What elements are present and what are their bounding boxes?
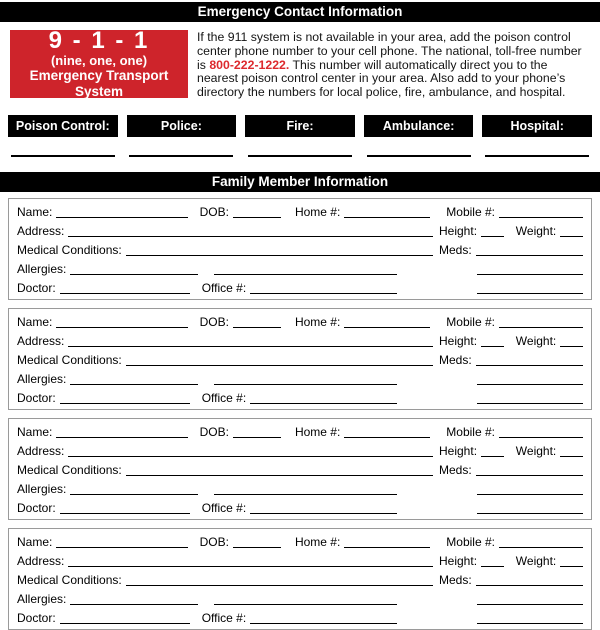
medical-conditions-label: Medical Conditions: (17, 572, 122, 587)
height-weight-group (433, 224, 583, 238)
dob-blank-line (233, 217, 281, 218)
medical-conditions-label: Medical Conditions: (17, 462, 122, 477)
doctor-row (17, 281, 583, 295)
allergies-blank-line (70, 604, 198, 605)
police-blank-line (129, 155, 233, 157)
allergies-label: Allergies: (17, 261, 67, 276)
dob-blank-line (233, 547, 281, 548)
height-label: Height: (439, 553, 478, 568)
allergies-row (17, 262, 583, 276)
doctor-row (17, 501, 583, 515)
doctor-label: Doctor: (17, 280, 56, 295)
doctor-blank-line (60, 293, 190, 294)
meds-continuation-group-2 (433, 293, 583, 295)
mobile-number-blank-line (499, 217, 583, 218)
family-member-block (8, 418, 592, 520)
allergies-continuation-blank-line (214, 384, 397, 385)
family-section-title: Family Member Information (211, 173, 389, 189)
name-label: Name: (17, 314, 53, 329)
height-blank-line (481, 236, 504, 237)
meds-continuation-group-1 (433, 384, 583, 386)
meds-blank-line (476, 255, 583, 256)
allergies-blank-line (70, 384, 198, 385)
name-row (17, 535, 583, 549)
height-blank-line (481, 346, 504, 347)
police-label: Police: (127, 115, 237, 137)
family-member-block (8, 528, 592, 630)
doctor-label: Doctor: (17, 390, 56, 405)
office-number-blank-line (250, 293, 397, 294)
fire-label: Fire: (245, 115, 355, 137)
hospital-label: Hospital: (482, 115, 592, 137)
address-row (17, 334, 583, 348)
name-label: Name: (17, 424, 53, 439)
meds-continuation-blank-line-1 (477, 494, 583, 495)
call-911-box (10, 27, 188, 99)
height-weight-group (433, 444, 583, 458)
mobile-number-blank-line (499, 547, 583, 548)
office-number-label: Office #: (201, 390, 247, 405)
ambulance-label: Ambulance: (364, 115, 474, 137)
allergies-continuation-blank-line (214, 494, 397, 495)
name-row (17, 205, 583, 219)
call-911-number: 9 - 1 - 1 (48, 27, 150, 54)
allergies-continuation-blank-line (214, 604, 397, 605)
weight-blank-line (560, 236, 583, 237)
weight-blank-line (560, 456, 583, 457)
poison-control-phone-number: 800-222-1222. (209, 57, 290, 72)
call-911-caption: Emergency Transport System (29, 68, 169, 99)
address-label: Address: (17, 443, 65, 458)
meds-blank-line (476, 475, 583, 476)
dob-label: DOB: (199, 424, 229, 439)
medical-conditions-blank-line (126, 475, 433, 476)
doctor-blank-line (60, 403, 190, 404)
meds-group (433, 243, 583, 257)
meds-continuation-blank-line-2 (477, 623, 583, 624)
intro-paragraph (197, 31, 590, 100)
height-weight-group (433, 334, 583, 348)
mobile-number-label: Mobile #: (446, 204, 495, 219)
mobile-number-label: Mobile #: (446, 534, 495, 549)
height-label: Height: (439, 333, 478, 348)
weight-label: Weight: (515, 223, 557, 238)
medical-conditions-blank-line (126, 255, 433, 256)
address-label: Address: (17, 223, 65, 238)
medical-conditions-label: Medical Conditions: (17, 352, 122, 367)
name-label: Name: (17, 534, 53, 549)
meds-continuation-blank-line-1 (477, 274, 583, 275)
office-number-label: Office #: (201, 500, 247, 515)
height-blank-line (481, 456, 504, 457)
office-number-blank-line (250, 513, 397, 514)
mobile-number-label: Mobile #: (446, 314, 495, 329)
office-number-label: Office #: (201, 610, 247, 625)
name-blank-line (56, 547, 187, 548)
emergency-section-header (0, 2, 600, 22)
home-number-blank-line (344, 437, 430, 438)
meds-group (433, 463, 583, 477)
name-label: Name: (17, 204, 53, 219)
address-row (17, 554, 583, 568)
allergies-label: Allergies: (17, 371, 67, 386)
family-member-block (8, 308, 592, 410)
medical-conditions-blank-line (126, 585, 433, 586)
name-row (17, 425, 583, 439)
doctor-label: Doctor: (17, 610, 56, 625)
meds-continuation-group-2 (433, 403, 583, 405)
meds-continuation-group-1 (433, 604, 583, 606)
doctor-row (17, 391, 583, 405)
allergies-label: Allergies: (17, 481, 67, 496)
mobile-number-label: Mobile #: (446, 424, 495, 439)
ambulance-blank-line (367, 155, 471, 157)
emergency-contact-blank-lines (8, 155, 592, 157)
meds-continuation-blank-line-2 (477, 403, 583, 404)
allergies-label: Allergies: (17, 591, 67, 606)
meds-continuation-group-1 (433, 274, 583, 276)
weight-label: Weight: (515, 333, 557, 348)
emergency-contact-labels (8, 115, 592, 137)
family-blocks-container (0, 198, 600, 630)
name-blank-line (56, 217, 187, 218)
meds-label: Meds: (439, 242, 472, 257)
allergies-blank-line (70, 494, 198, 495)
top-info-row (10, 27, 590, 100)
meds-blank-line (476, 365, 583, 366)
mobile-number-blank-line (499, 327, 583, 328)
allergies-row (17, 592, 583, 606)
meds-label: Meds: (439, 352, 472, 367)
address-label: Address: (17, 333, 65, 348)
doctor-blank-line (60, 513, 190, 514)
allergies-continuation-blank-line (214, 274, 397, 275)
intro-text-before: If the 911 system is not available in your area, add the poison control center phone number to your cell phone. The national, toll-free number is (197, 30, 582, 72)
office-number-label: Office #: (201, 280, 247, 295)
name-row (17, 315, 583, 329)
dob-label: DOB: (199, 314, 229, 329)
fire-blank-line (248, 155, 352, 157)
meds-blank-line (476, 585, 583, 586)
allergies-blank-line (70, 274, 198, 275)
meds-label: Meds: (439, 572, 472, 587)
home-number-label: Home #: (294, 424, 341, 439)
address-blank-line (68, 236, 433, 237)
meds-continuation-group-1 (433, 494, 583, 496)
height-label: Height: (439, 223, 478, 238)
home-number-label: Home #: (294, 314, 341, 329)
address-blank-line (68, 456, 433, 457)
weight-label: Weight: (515, 553, 557, 568)
medical-conditions-row (17, 353, 583, 367)
medical-conditions-row (17, 573, 583, 587)
name-blank-line (56, 327, 187, 328)
meds-continuation-blank-line-1 (477, 604, 583, 605)
office-number-blank-line (250, 623, 397, 624)
call-911-words: (nine, one, one) (50, 53, 148, 68)
meds-continuation-group-2 (433, 513, 583, 515)
hospital-blank-line (485, 155, 589, 157)
meds-group (433, 573, 583, 587)
address-row (17, 224, 583, 238)
weight-blank-line (560, 566, 583, 567)
dob-blank-line (233, 327, 281, 328)
meds-continuation-blank-line-1 (477, 384, 583, 385)
home-number-blank-line (344, 327, 430, 328)
medical-conditions-blank-line (126, 365, 433, 366)
poison-control-label: Poison Control: (8, 115, 118, 137)
home-number-label: Home #: (294, 534, 341, 549)
meds-continuation-blank-line-2 (477, 513, 583, 514)
allergies-row (17, 372, 583, 386)
medical-conditions-row (17, 463, 583, 477)
home-number-label: Home #: (294, 204, 341, 219)
intro-text-after: This number will automatically direct you to the nearest poison control center in your area. Also add to your phone’s directory the numbers for local police, fire, ambulance, and hospital. (197, 57, 566, 100)
dob-blank-line (233, 437, 281, 438)
meds-continuation-group-2 (433, 623, 583, 625)
weight-label: Weight: (515, 443, 557, 458)
home-number-blank-line (344, 547, 430, 548)
office-number-blank-line (250, 403, 397, 404)
height-blank-line (481, 566, 504, 567)
height-label: Height: (439, 443, 478, 458)
address-blank-line (68, 566, 433, 567)
medical-conditions-row (17, 243, 583, 257)
address-blank-line (68, 346, 433, 347)
allergies-row (17, 482, 583, 496)
mobile-number-blank-line (499, 437, 583, 438)
address-row (17, 444, 583, 458)
dob-label: DOB: (199, 534, 229, 549)
name-blank-line (56, 437, 187, 438)
height-weight-group (433, 554, 583, 568)
address-label: Address: (17, 553, 65, 568)
doctor-label: Doctor: (17, 500, 56, 515)
weight-blank-line (560, 346, 583, 347)
dob-label: DOB: (199, 204, 229, 219)
family-section-header (0, 172, 600, 192)
family-member-block (8, 198, 592, 300)
meds-group (433, 353, 583, 367)
medical-conditions-label: Medical Conditions: (17, 242, 122, 257)
poison-control-blank-line (11, 155, 115, 157)
meds-continuation-blank-line-2 (477, 293, 583, 294)
meds-label: Meds: (439, 462, 472, 477)
doctor-blank-line (60, 623, 190, 624)
emergency-section-title: Emergency Contact Information (197, 4, 403, 19)
home-number-blank-line (344, 217, 430, 218)
